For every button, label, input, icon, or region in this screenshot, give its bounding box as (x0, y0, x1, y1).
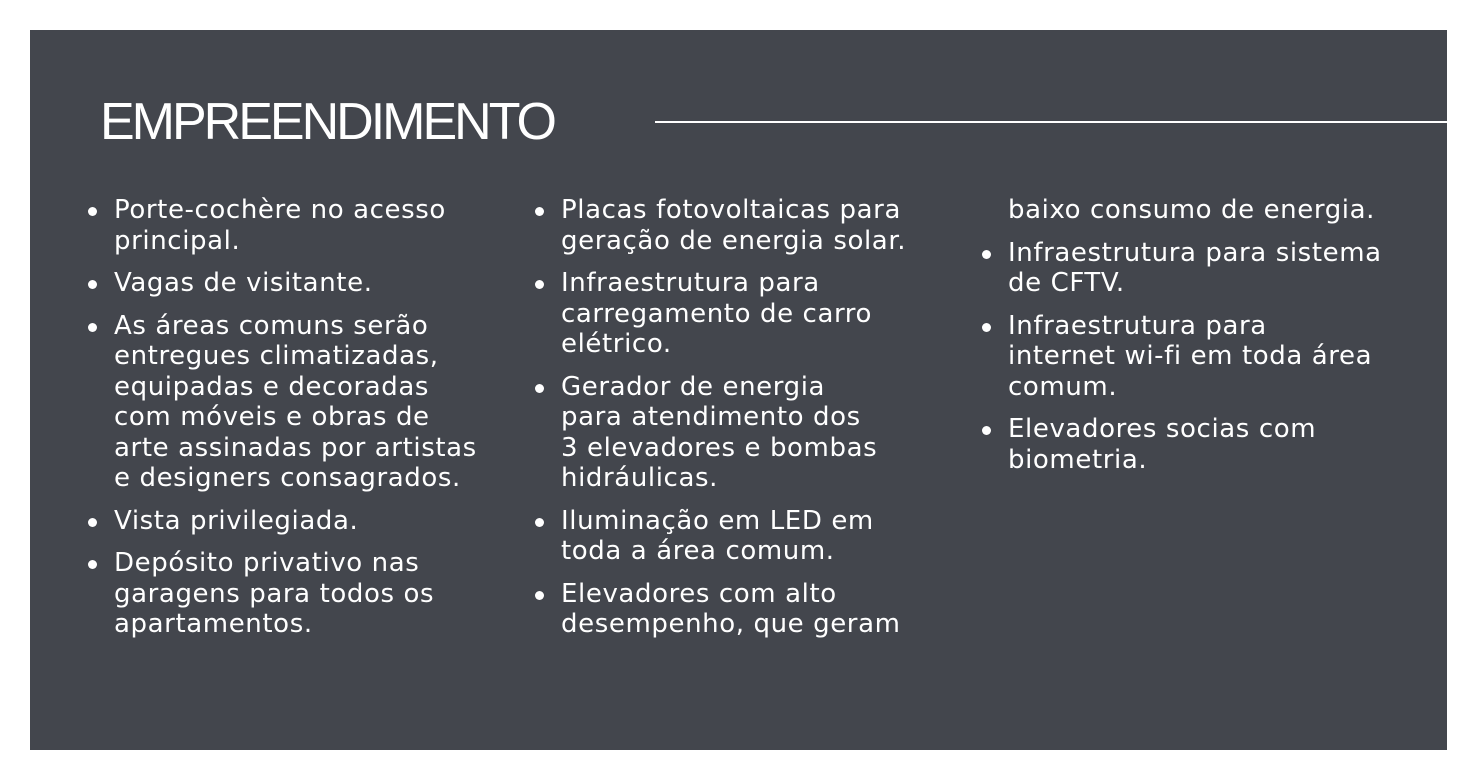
feature-text-line: Gerador de energia (561, 371, 826, 402)
feature-text-line: apartamentos. (114, 609, 313, 639)
feature-text-line: baixo consumo de energia. (1008, 195, 1376, 225)
feature-text-line: 3 elevadores e bombas (561, 432, 878, 463)
feature-list-item (533, 372, 953, 494)
feature-text-line: para atendimento dos (561, 402, 861, 432)
bullet-icon (88, 280, 97, 289)
feature-text-line: Depósito privativo nas (114, 548, 420, 578)
bullet-icon (88, 323, 97, 332)
feature-list-column-3 (980, 195, 1420, 487)
feature-text-line: Vista privilegiada. (114, 505, 359, 536)
feature-text-line: desempenho, que geram (561, 609, 901, 639)
feature-list-item (980, 238, 1420, 299)
feature-text-line: e designers consagrados. (114, 463, 461, 493)
feature-text-line: entregues climatizadas, (114, 341, 439, 371)
feature-text-line: hidráulicas. (561, 463, 718, 493)
feature-text-line: Infraestrutura para sistema (1008, 237, 1382, 268)
bullet-icon (88, 207, 97, 216)
bullet-icon (535, 207, 544, 216)
bullet-icon (535, 280, 544, 289)
feature-list-item (980, 414, 1420, 475)
feature-text-line: garagens para todos os (114, 578, 435, 609)
feature-text-line: de CFTV. (1008, 268, 1125, 298)
feature-list-item (533, 506, 953, 567)
feature-text-line: geração de energia solar. (561, 225, 907, 256)
feature-text-line: biometria. (1008, 444, 1148, 475)
feature-text-line: Vagas de visitante. (114, 268, 373, 298)
feature-list-item (86, 548, 526, 640)
feature-text-line: Elevadores com alto (561, 578, 837, 609)
bullet-icon (535, 591, 544, 600)
feature-text-line: arte assinadas por artistas (114, 432, 477, 463)
feature-text-line: As áreas comuns serão (114, 310, 429, 341)
feature-list-item (533, 195, 953, 256)
feature-text-line: carregamento de carro (561, 298, 873, 329)
feature-list-item (86, 195, 526, 256)
bullet-icon (982, 323, 991, 332)
feature-list-item (533, 268, 953, 360)
feature-text-line: Porte-cochère no acesso (114, 195, 446, 225)
feature-list-column-2 (533, 195, 953, 652)
feature-text-line: comum. (1008, 371, 1118, 402)
feature-text-line: internet wi-fi em toda área (1008, 341, 1373, 371)
feature-list-item (86, 311, 526, 494)
feature-text-line: principal. (114, 225, 241, 256)
bullet-icon (982, 250, 991, 259)
feature-text-line: toda a área comum. (561, 536, 835, 566)
feature-text-line: com móveis e obras de (114, 402, 430, 432)
section-title: EMPREENDIMENTO (100, 93, 554, 151)
feature-list-item (86, 268, 526, 299)
feature-text-line: Iluminação em LED em (561, 505, 874, 536)
bullet-icon (982, 426, 991, 435)
bullet-icon (535, 384, 544, 393)
feature-text-line: Infraestrutura para (1008, 310, 1267, 341)
feature-list-item (980, 195, 1420, 226)
bullet-icon (88, 518, 97, 527)
feature-text-line: Placas fotovoltaicas para (561, 195, 901, 225)
title-divider (655, 121, 1447, 123)
feature-text-line: Infraestrutura para (561, 268, 820, 298)
bullet-icon (88, 560, 97, 569)
feature-list-item (980, 311, 1420, 403)
feature-text-line: Elevadores socias com (1008, 414, 1317, 444)
feature-list-item (533, 579, 953, 640)
feature-text-line: equipadas e decoradas (114, 371, 430, 402)
bullet-icon (535, 518, 544, 527)
feature-list-column-1 (86, 195, 526, 652)
feature-list-item (86, 506, 526, 537)
feature-text-line: elétrico. (561, 329, 672, 359)
